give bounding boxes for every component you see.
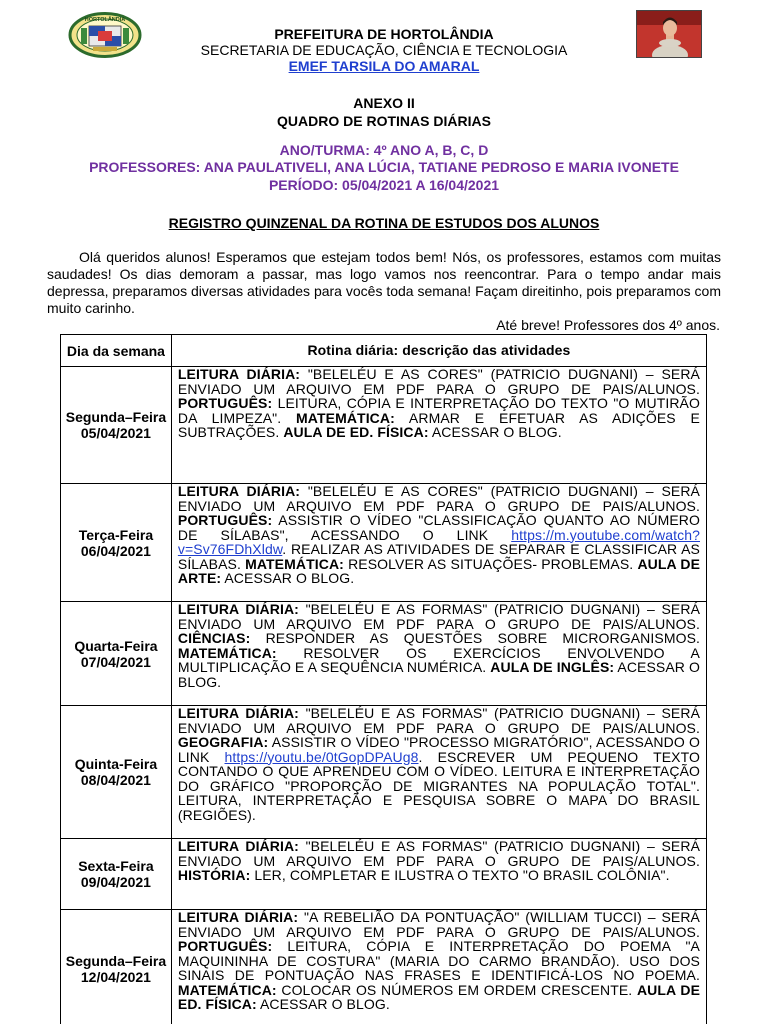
day-date: 06/04/2021 bbox=[80, 542, 151, 559]
subject-label: HISTÓRIA: bbox=[177, 867, 251, 883]
day-name: Terça-Feira bbox=[78, 526, 154, 543]
activity-cell bbox=[171, 910, 706, 1024]
day-date: 05/04/2021 bbox=[80, 425, 151, 441]
activity-cell bbox=[171, 367, 706, 484]
activity-text: ACESSAR O BLOG. bbox=[221, 570, 355, 586]
activity-text: ACESSAR O BLOG. bbox=[428, 424, 562, 440]
svg-text:HORTOLÂNDIA: HORTOLÂNDIA bbox=[84, 17, 126, 23]
subject-label: LEITURA DIÁRIA: bbox=[177, 366, 301, 382]
day-date: 07/04/2021 bbox=[80, 653, 151, 670]
document-header bbox=[0, 0, 768, 210]
secretariat-title: SECRETARIA DE EDUCAÇÃO, CIÊNCIA E TECNOLOGIA bbox=[200, 42, 568, 58]
signoff-text: Até breve! Professores dos 4º anos. bbox=[496, 317, 720, 333]
activity-text: LEITURA, CÓPIA E INTERPRETAÇÃO DO POEMA "A MAQUININHA DE COSTURA" (MARIA DO CARMO BRANDÃO). USO DOS SINAIS DE PONTUAÇÃO NAS FRASES E IDENTIFICÁ-LOS NO POEMA. bbox=[177, 938, 700, 983]
activity-text: . REALIZAR AS ATIVIDADES DE SEPARAR E CLASSIFICAR AS SÍLABAS. bbox=[177, 541, 700, 572]
routine-table bbox=[60, 334, 707, 1024]
activity-cell bbox=[171, 602, 706, 706]
subject-label: LEITURA DIÁRIA: bbox=[177, 909, 299, 925]
day-date: 08/04/2021 bbox=[80, 772, 151, 788]
table-row bbox=[61, 367, 707, 484]
activity-text: "BELELÉU E AS FORMAS" (PATRICIO DUGNANI) – SERÁ ENVIADO UM ARQUIVO EM PDF PARA O GRUPO DE PAIS/ALUNOS. bbox=[177, 601, 701, 632]
table-row bbox=[61, 602, 707, 706]
subject-label: MATEMÁTICA: bbox=[177, 644, 277, 661]
activity-text: LER, COMPLETAR E ILUSTRA O TEXTO "O BRASIL COLÔNIA". bbox=[250, 867, 670, 883]
activity-text: RESOLVER AS SITUAÇÕES- PROBLEMAS. bbox=[343, 555, 638, 572]
annex-label: ANEXO II bbox=[353, 95, 415, 111]
subject-label: PORTUGUÊS: bbox=[177, 395, 273, 411]
school-name-link[interactable]: EMEF TARSILA DO AMARAL bbox=[288, 58, 480, 74]
table-row bbox=[61, 484, 707, 602]
activity-text: "BELELÉU E AS CORES" (PATRICIO DUGNANI) – SERÁ ENVIADO UM ARQUIVO EM PDF PARA O GRUPO DE PAIS/ALUNOS. bbox=[177, 366, 700, 397]
video-link[interactable]: https://youtu.be/0tGopDPAUg8 bbox=[224, 748, 419, 765]
day-cell bbox=[61, 602, 172, 706]
activity-text: ACESSAR O BLOG. bbox=[256, 996, 390, 1012]
table-header-row bbox=[61, 335, 707, 367]
day-name: Quarta-Feira bbox=[74, 637, 158, 654]
day-date: 12/04/2021 bbox=[80, 968, 151, 985]
column-header-activity: Rotina diária: descrição das atividades bbox=[171, 335, 706, 367]
subject-label: AULA DE ARTE: bbox=[177, 555, 701, 586]
register-title: REGISTRO QUINZENAL DA ROTINA DE ESTUDOS DOS ALUNOS bbox=[168, 215, 600, 231]
activity-text: RESPONDER AS QUESTÕES SOBRE MICRORGANISMOS. bbox=[250, 630, 700, 646]
subject-label: MATEMÁTICA: bbox=[177, 981, 277, 998]
activity-text: . ESCREVER UM PEQUENO TEXTO CONTANDO O QUE APRENDEU COM O VÍDEO. LEITURA E INTERPRETAÇÃO DO GRÁFICO "PROPORÇÃO DE MIGRANTES NA POPULAÇÃO TOTAL". LEITURA, INTERPRETAÇÃO E PESQUISA SOBRE O MAPA DO BRASIL (REGIÕES). bbox=[177, 748, 701, 823]
activity-cell bbox=[171, 839, 706, 910]
day-name: Segunda–Feira bbox=[65, 952, 167, 969]
subject-label: LEITURA DIÁRIA: bbox=[177, 838, 299, 854]
subject-label: PORTUGUÊS: bbox=[177, 938, 273, 954]
subject-label: LEITURA DIÁRIA: bbox=[177, 483, 301, 499]
activity-text: ARMAR E EFETUAR AS ADIÇÕES E SUBTRAÇÕES. bbox=[177, 409, 700, 440]
subject-label: AULA DE ED. FÍSICA: bbox=[283, 424, 429, 440]
period-line: PERÍODO: 05/04/2021 A 16/04/2021 bbox=[268, 177, 500, 193]
column-header-day: Dia da semana bbox=[61, 335, 172, 367]
table-row bbox=[61, 910, 707, 1024]
teachers-line: PROFESSORES: ANA PAULATIVELI, ANA LÚCIA, TATIANE PEDROSO E MARIA IVONETE bbox=[89, 159, 679, 175]
subject-label: LEITURA DIÁRIA: bbox=[177, 601, 299, 617]
day-cell bbox=[61, 367, 172, 484]
video-link[interactable]: https://m.youtube.com/watch?v=Sv76FDhXldw bbox=[177, 526, 700, 557]
subject-label: LEITURA DIÁRIA: bbox=[177, 705, 299, 721]
subject-label: MATEMÁTICA: bbox=[245, 555, 344, 572]
subject-label: PORTUGUÊS: bbox=[177, 512, 273, 528]
subject-label: GEOGRAFIA: bbox=[177, 734, 269, 750]
subject-label: CIÊNCIAS: bbox=[177, 630, 251, 646]
class-line: ANO/TURMA: 4º ANO A, B, C, D bbox=[279, 142, 489, 158]
subject-label: AULA DE ED. FÍSICA: bbox=[177, 981, 701, 1012]
activity-text: LEITURA, CÓPIA E INTERPRETAÇÃO DO TEXTO "O MUTIRÃO DA LIMPEZA". bbox=[177, 395, 700, 426]
activity-text: "BELELÉU E AS CORES" (PATRICIO DUGNANI) – SERÁ ENVIADO UM ARQUIVO EM PDF PARA O GRUPO DE PAIS/ALUNOS. bbox=[177, 483, 700, 514]
table-row bbox=[61, 839, 707, 910]
day-cell bbox=[61, 484, 172, 602]
board-title: QUADRO DE ROTINAS DIÁRIAS bbox=[277, 113, 491, 129]
day-name: Segunda–Feira bbox=[65, 409, 167, 425]
activity-text: "BELELÉU E AS FORMAS" (PATRICIO DUGNANI) – SERÁ ENVIADO UM ARQUIVO EM PDF PARA O GRUPO DE PAIS/ALUNOS. bbox=[177, 838, 701, 869]
day-name: Quinta-Feira bbox=[74, 756, 158, 772]
intro-paragraph: Olá queridos alunos! Esperamos que estejam todos bem! Nós, os professores, estamos com muitas saudades! Os dias demoram a passar, mas logo vamos nos reencontrar. Para o tempo andar mais depressa, preparamos diversas atividades para vocês toda semana! Façam direitinho, pois preparamos com muito carinho. bbox=[47, 249, 721, 316]
day-cell bbox=[61, 706, 172, 839]
day-cell bbox=[61, 839, 172, 910]
activity-cell bbox=[171, 484, 706, 602]
subject-label: MATEMÁTICA: bbox=[296, 409, 395, 426]
subject-label: AULA DE INGLÊS: bbox=[490, 659, 615, 675]
activity-text: "A REBELIÃO DA PONTUAÇÃO" (WILLIAM TUCCI) – SERÁ ENVIADO UM ARQUIVO EM PDF PARA O GRUPO DE PAIS/ALUNOS. bbox=[177, 909, 700, 940]
activity-text: COLOCAR OS NÚMEROS EM ORDEM CRESCENTE. bbox=[276, 981, 637, 998]
activity-text: ASSISTIR O VÍDEO "CLASSIFICAÇÃO QUANTO AO NÚMERO DE SÍLABAS", ACESSANDO O LINK bbox=[177, 512, 700, 543]
day-name: Sexta-Feira bbox=[78, 858, 154, 874]
activity-text: ACESSAR O BLOG. bbox=[177, 659, 701, 690]
activity-cell bbox=[171, 706, 706, 839]
activity-text: ASSISTIR O VÍDEO "PROCESSO MIGRATÓRIO", ACESSANDO O LINK bbox=[177, 734, 700, 765]
day-date: 09/04/2021 bbox=[80, 874, 151, 890]
activity-text: RESOLVER OS EXERCÍCIOS ENVOLVENDO A MULTIPLICAÇÃO E A SEQUÊNCIA NUMÉRICA. bbox=[177, 644, 700, 675]
day-cell bbox=[61, 910, 172, 1024]
activity-text: "BELELÉU E AS FORMAS" (PATRICIO DUGNANI) – SERÁ ENVIADO UM ARQUIVO EM PDF PARA O GRUPO DE PAIS/ALUNOS. bbox=[177, 705, 701, 736]
table-row bbox=[61, 706, 707, 839]
prefecture-title: PREFEITURA DE HORTOLÂNDIA bbox=[274, 26, 494, 42]
